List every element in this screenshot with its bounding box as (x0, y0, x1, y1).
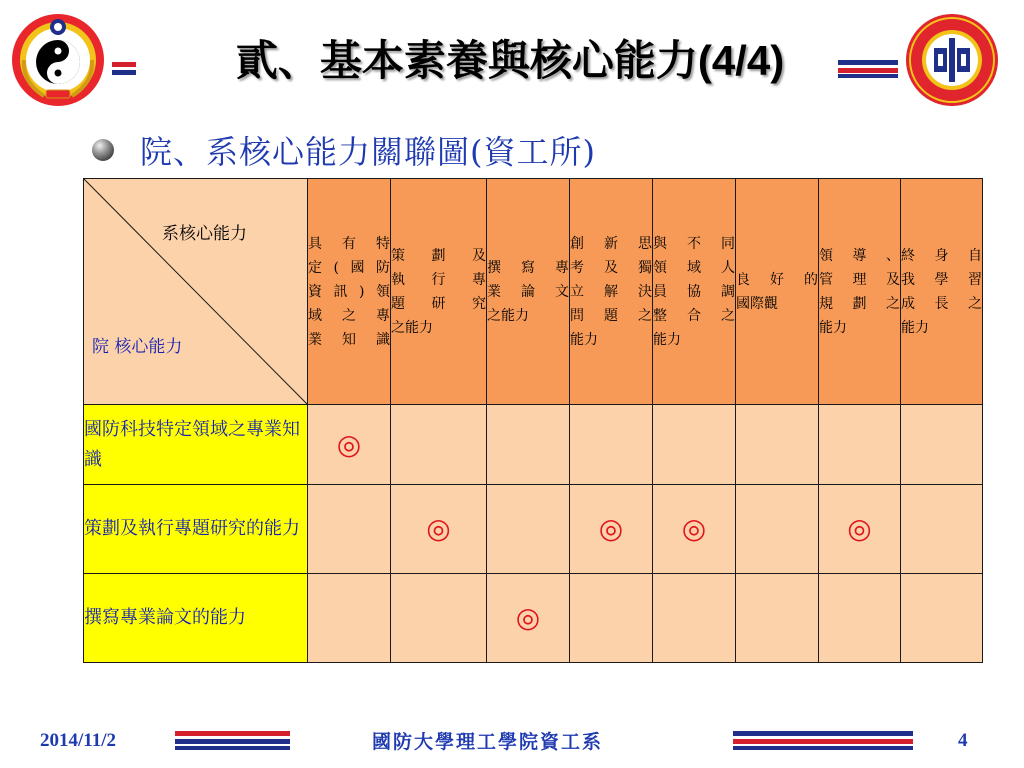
page-title: 貳、基本素養與核心能力(4/4) (235, 36, 785, 85)
matrix-cell (819, 574, 901, 663)
matrix-cell: ◎ (487, 574, 570, 663)
table-row (84, 485, 983, 574)
page-number: 4 (958, 730, 968, 751)
header-row (84, 179, 983, 405)
column-header: 具有特 定(國防 資訊)領 域之專 業知識 (308, 179, 391, 405)
corner-cell (84, 179, 308, 405)
column-header: 與 不 同 領 域 人 員 協 調 整 合 之 能力 (653, 179, 736, 405)
footer-right-stripes (733, 731, 913, 751)
emblem-icon (10, 12, 106, 108)
column-header: 良 好 的 國際觀 (736, 179, 819, 405)
matrix-cell: ◎ (819, 485, 901, 574)
row-header: 策劃及執行專題研究的能力 (84, 485, 308, 574)
footer-org: 國防大學理工學院資工系 (372, 731, 604, 753)
footer-date: 2014/11/2 (40, 730, 117, 751)
matrix-cell (308, 574, 391, 663)
bullet-icon (92, 139, 114, 161)
title-left-stripes (112, 62, 136, 76)
matrix-cell (570, 405, 653, 485)
matrix-cell (736, 485, 819, 574)
matrix-cell (736, 405, 819, 485)
column-header: 創 新 思 考 及 獨 立 解 決 問 題 之 能力 (570, 179, 653, 405)
column-header: 撰 寫 專 業 論 文 之能力 (487, 179, 570, 405)
matrix-cell (487, 485, 570, 574)
corner-bottom-label: 院 核心能力 (92, 337, 183, 357)
matrix-cell: ◎ (570, 485, 653, 574)
badge-icon (904, 12, 1000, 108)
matrix-cell (308, 485, 391, 574)
column-header: 領 導 、 管 理 及 規 劃 之 能力 (819, 179, 901, 405)
matrix-cell (391, 405, 487, 485)
matrix-cell (570, 574, 653, 663)
footer-left-stripes (175, 731, 290, 751)
row-header: 撰寫專業論文的能力 (84, 574, 308, 663)
subtitle: 院、系核心能力關聯圖(資工所) (140, 133, 596, 171)
matrix-cell: ◎ (308, 405, 391, 485)
column-header: 策 劃 及 執 行 專 題 研 究 之能力 (391, 179, 487, 405)
matrix-cell (736, 574, 819, 663)
corner-diagonal (84, 179, 307, 404)
matrix-cell (901, 574, 983, 663)
matrix-cell (391, 574, 487, 663)
title-right-stripes (838, 60, 898, 78)
matrix-cell (901, 485, 983, 574)
matrix-cell: ◎ (653, 485, 736, 574)
table-row (84, 574, 983, 663)
row-header: 國防科技特定領域之專業知識 (84, 405, 308, 485)
subtitle-row (92, 128, 596, 172)
corner-top-label: 系核心能力 (162, 224, 247, 244)
table-row (84, 405, 983, 485)
matrix-cell (901, 405, 983, 485)
competency-matrix (83, 178, 983, 663)
column-header: 終 身 自 我 學 習 成 長 之 能力 (901, 179, 983, 405)
matrix-cell (653, 405, 736, 485)
matrix-cell: ◎ (391, 485, 487, 574)
matrix-cell (819, 405, 901, 485)
matrix-cell (487, 405, 570, 485)
matrix-cell (653, 574, 736, 663)
